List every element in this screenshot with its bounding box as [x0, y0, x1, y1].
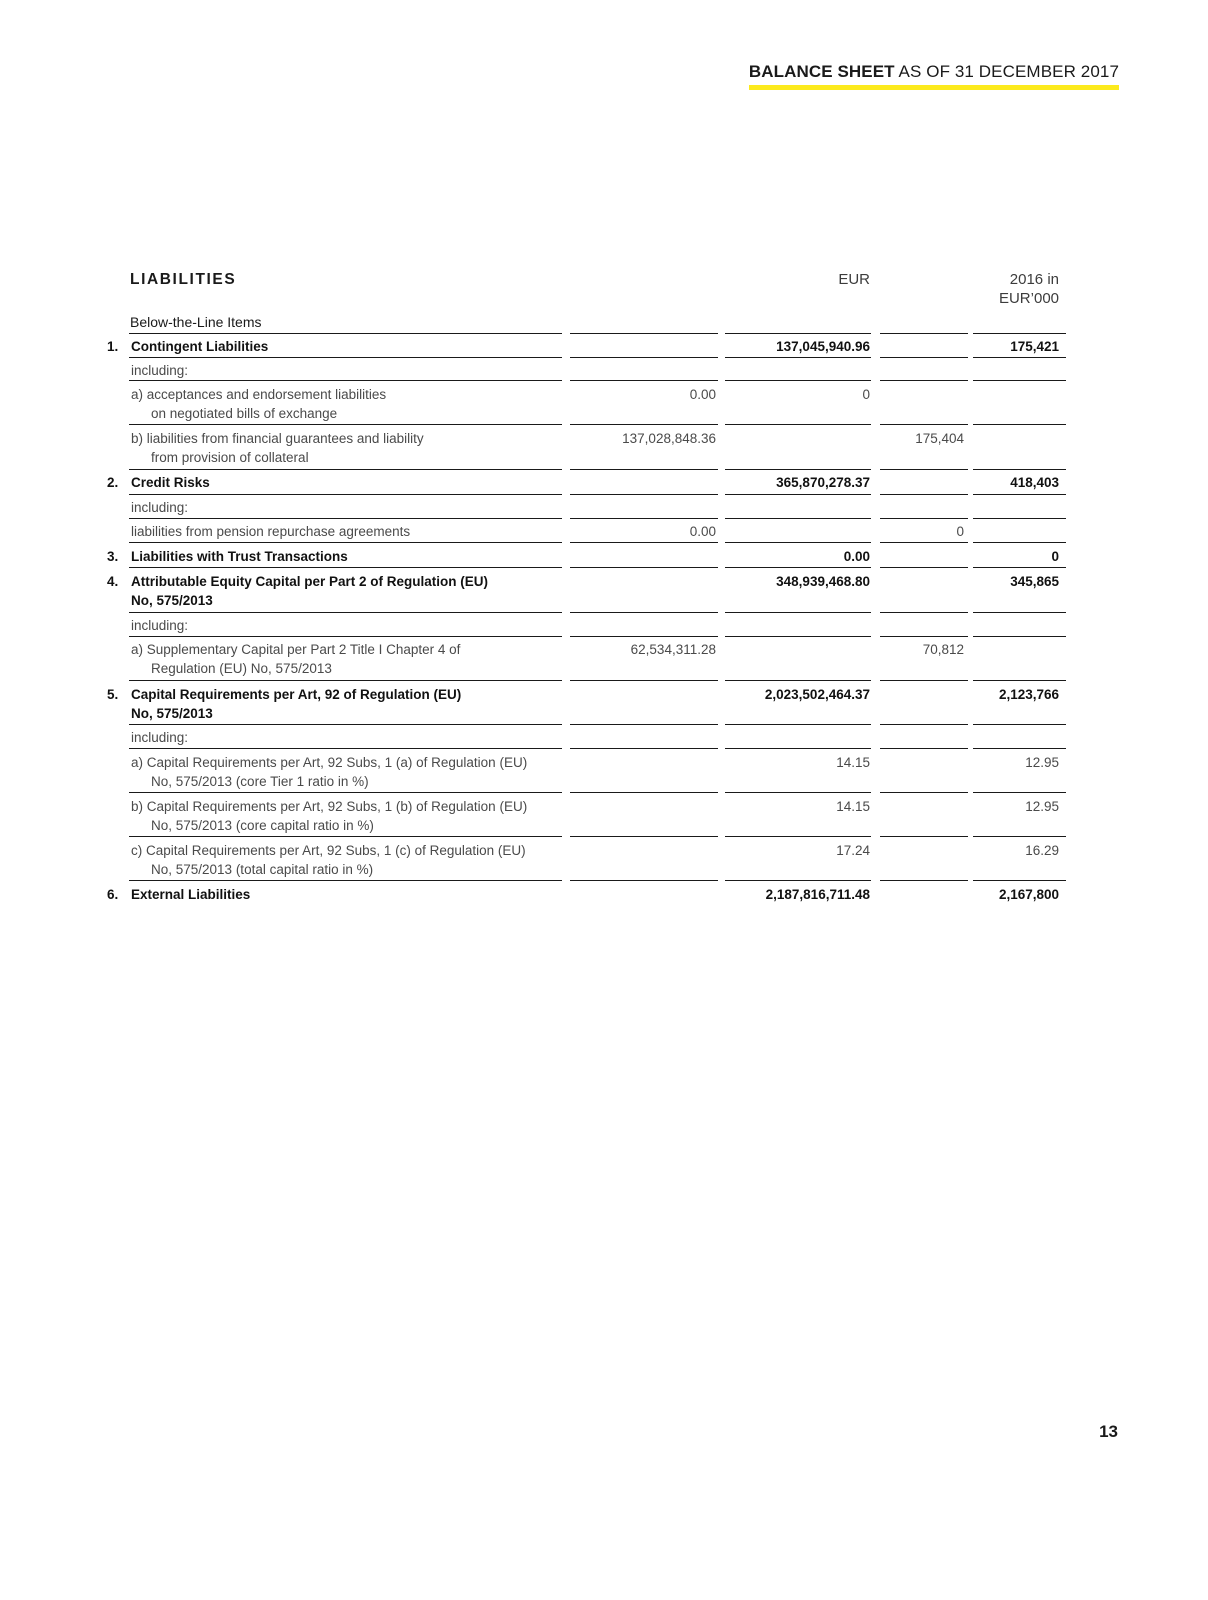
- table-rule: [880, 880, 968, 881]
- row-label-line2: No, 575/2013: [131, 706, 213, 721]
- row-label-line2: on negotiated bills of exchange: [151, 406, 338, 421]
- row-label-line1: a) acceptances and endorsement liabilities: [131, 387, 387, 402]
- column-header-prev-line2: EUR’000: [998, 290, 1059, 307]
- row-label-line2: from provision of collateral: [151, 450, 309, 465]
- cell-eur-total: 0: [862, 387, 870, 402]
- header-title-rest: AS OF 31 DECEMBER 2017: [894, 62, 1119, 81]
- table-rule: [725, 636, 871, 637]
- table-rule: [880, 748, 968, 749]
- row-label-line2: No, 575/2013 (core capital ratio in %): [151, 818, 374, 833]
- table-rule: [725, 518, 871, 519]
- cell-eur-total: 0.00: [843, 549, 870, 564]
- cell-prev-total: 0: [1051, 549, 1059, 564]
- cell-prev-total: 2,167,800: [998, 887, 1059, 902]
- table-rule: [129, 494, 562, 495]
- table-rule: [973, 542, 1066, 543]
- table-rule: [880, 380, 968, 381]
- cell-prev-detail: 0: [956, 524, 964, 539]
- cell-prev-detail: 175,404: [915, 431, 964, 446]
- cell-eur-detail: 0.00: [689, 524, 716, 539]
- table-rule: [570, 636, 718, 637]
- table-rule: [725, 880, 871, 881]
- table-rule: [725, 333, 871, 334]
- header-title-bold: BALANCE SHEET: [748, 62, 895, 81]
- row-label-line1: a) Capital Requirements per Art, 92 Subs, 1 (a) of Regulation (EU): [131, 755, 528, 770]
- table-rule: [129, 542, 562, 543]
- table-rule: [129, 680, 562, 681]
- table-rule: [129, 724, 562, 725]
- table-rule: [880, 680, 968, 681]
- table-rule: [725, 567, 871, 568]
- table-rule: [129, 612, 562, 613]
- table-rule: [570, 424, 718, 425]
- table-rule: [973, 636, 1066, 637]
- table-rule: [880, 357, 968, 358]
- table-rule: [725, 680, 871, 681]
- cell-eur-total: 14.15: [836, 799, 870, 814]
- cell-eur-total: 14.15: [836, 755, 870, 770]
- row-label: Credit Risks: [131, 475, 210, 490]
- table-rule: [725, 792, 871, 793]
- table-rule: [570, 567, 718, 568]
- cell-eur-detail: 137,028,848.36: [622, 431, 716, 446]
- row-label: [131, 640, 561, 678]
- table-rule: [129, 518, 562, 519]
- row-label: [131, 572, 561, 610]
- row-number: 5.: [107, 687, 119, 702]
- cell-eur-total: 2,187,816,711.48: [765, 887, 870, 902]
- table-rule: [570, 880, 718, 881]
- row-label-line2: No, 575/2013 (total capital ratio in %): [151, 862, 374, 877]
- page-header: [749, 62, 1119, 82]
- row-number: 3.: [107, 549, 119, 564]
- row-label: [131, 753, 561, 791]
- row-label: including:: [131, 730, 189, 745]
- subheading-below-the-line: Below-the-Line Items: [130, 314, 262, 330]
- row-label-line1: b) Capital Requirements per Art, 92 Subs, 1 (b) of Regulation (EU): [131, 799, 528, 814]
- table-rule: [880, 469, 968, 470]
- table-rule: [880, 542, 968, 543]
- row-label: [131, 841, 561, 879]
- table-rule: [129, 567, 562, 568]
- cell-eur-total: 17.24: [836, 843, 870, 858]
- cell-eur-detail: 62,534,311.28: [630, 642, 716, 657]
- table-rule: [880, 836, 968, 837]
- page-number: 13: [1099, 1422, 1118, 1441]
- row-label: [131, 685, 561, 723]
- table-rule: [570, 518, 718, 519]
- table-rule: [973, 836, 1066, 837]
- table-rule: [129, 880, 562, 881]
- cell-eur-total: 365,870,278.37: [776, 475, 870, 490]
- cell-prev-detail: 70,812: [922, 642, 964, 657]
- section-title: LIABILITIES: [130, 271, 237, 288]
- table-rule: [129, 357, 562, 358]
- table-rule: [880, 567, 968, 568]
- row-label: liabilities from pension repurchase agreements: [131, 524, 411, 539]
- table-rule: [570, 612, 718, 613]
- table-rule: [725, 542, 871, 543]
- row-label: including:: [131, 618, 189, 633]
- table-rule: [973, 748, 1066, 749]
- table-rule: [725, 836, 871, 837]
- table-rule: [129, 636, 562, 637]
- cell-eur-total: 2,023,502,464.37: [764, 687, 870, 702]
- table-rule: [725, 357, 871, 358]
- cell-prev-total: 418,403: [1010, 475, 1059, 490]
- table-rule: [129, 380, 562, 381]
- table-rule: [880, 518, 968, 519]
- row-number: 6.: [107, 887, 119, 902]
- cell-prev-total: 16.29: [1025, 843, 1059, 858]
- table-rule: [570, 836, 718, 837]
- table-rule: [129, 333, 562, 334]
- row-number: 2.: [107, 475, 119, 490]
- table-rule: [973, 380, 1066, 381]
- row-label-line2: No, 575/2013: [131, 593, 213, 608]
- row-label-line1: Capital Requirements per Art, 92 of Regulation (EU): [131, 687, 462, 702]
- cell-eur-detail: 0.00: [689, 387, 716, 402]
- column-header-prev-year: [999, 270, 1059, 308]
- table-rule: [973, 518, 1066, 519]
- table-rule: [570, 469, 718, 470]
- table-rule: [129, 469, 562, 470]
- cell-prev-total: 345,865: [1010, 574, 1059, 589]
- table-rule: [973, 880, 1066, 881]
- cell-prev-total: 12.95: [1025, 799, 1059, 814]
- table-rule: [725, 748, 871, 749]
- table-rule: [129, 748, 562, 749]
- table-rule: [880, 424, 968, 425]
- row-label-line1: b) liabilities from financial guarantees and liability: [131, 431, 424, 446]
- row-label: External Liabilities: [131, 887, 251, 902]
- cell-eur-total: 137,045,940.96: [776, 339, 870, 354]
- column-header-eur: EUR: [838, 271, 870, 288]
- row-label-line2: No, 575/2013 (core Tier 1 ratio in %): [151, 774, 369, 789]
- cell-prev-total: 12.95: [1025, 755, 1059, 770]
- row-label-line2: Regulation (EU) No, 575/2013: [151, 661, 332, 676]
- row-label-line1: a) Supplementary Capital per Part 2 Title I Chapter 4 of: [131, 642, 461, 657]
- row-label-line1: Attributable Equity Capital per Part 2 of Regulation (EU): [131, 574, 489, 589]
- row-label: [131, 429, 561, 467]
- row-label: including:: [131, 363, 189, 378]
- row-label: Liabilities with Trust Transactions: [131, 549, 348, 564]
- table-rule: [725, 724, 871, 725]
- row-label: including:: [131, 500, 189, 515]
- table-rule: [973, 724, 1066, 725]
- table-rule: [725, 380, 871, 381]
- table-rule: [570, 680, 718, 681]
- table-rule: [129, 836, 562, 837]
- table-rule: [973, 567, 1066, 568]
- table-rule: [973, 424, 1066, 425]
- column-header-prev-line1: 2016 in: [1009, 271, 1059, 288]
- table-rule: [725, 494, 871, 495]
- table-rule: [880, 494, 968, 495]
- table-rule: [880, 724, 968, 725]
- cell-prev-total: 175,421: [1010, 339, 1059, 354]
- table-rule: [725, 469, 871, 470]
- table-rule: [973, 333, 1066, 334]
- cell-eur-total: 348,939,468.80: [776, 574, 870, 589]
- row-label: Contingent Liabilities: [131, 339, 269, 354]
- table-rule: [570, 542, 718, 543]
- table-rule: [973, 494, 1066, 495]
- table-rule: [880, 636, 968, 637]
- table-rule: [570, 494, 718, 495]
- table-rule: [725, 424, 871, 425]
- table-rule: [880, 792, 968, 793]
- table-rule: [570, 380, 718, 381]
- table-rule: [973, 357, 1066, 358]
- table-rule: [880, 333, 968, 334]
- table-rule: [973, 680, 1066, 681]
- table-rule: [973, 792, 1066, 793]
- table-rule: [570, 792, 718, 793]
- table-rule: [725, 612, 871, 613]
- row-label: [131, 385, 561, 423]
- cell-prev-total: 2,123,766: [998, 687, 1059, 702]
- table-rule: [129, 792, 562, 793]
- table-rule: [570, 724, 718, 725]
- table-rule: [570, 357, 718, 358]
- header-accent-rule: [749, 85, 1119, 90]
- row-label: [131, 797, 561, 835]
- table-rule: [880, 612, 968, 613]
- table-rule: [570, 333, 718, 334]
- table-rule: [973, 612, 1066, 613]
- row-label-line1: c) Capital Requirements per Art, 92 Subs, 1 (c) of Regulation (EU): [131, 843, 526, 858]
- table-rule: [129, 424, 562, 425]
- row-number: 1.: [107, 339, 119, 354]
- table-rule: [973, 469, 1066, 470]
- table-rule: [570, 748, 718, 749]
- row-number: 4.: [107, 574, 119, 589]
